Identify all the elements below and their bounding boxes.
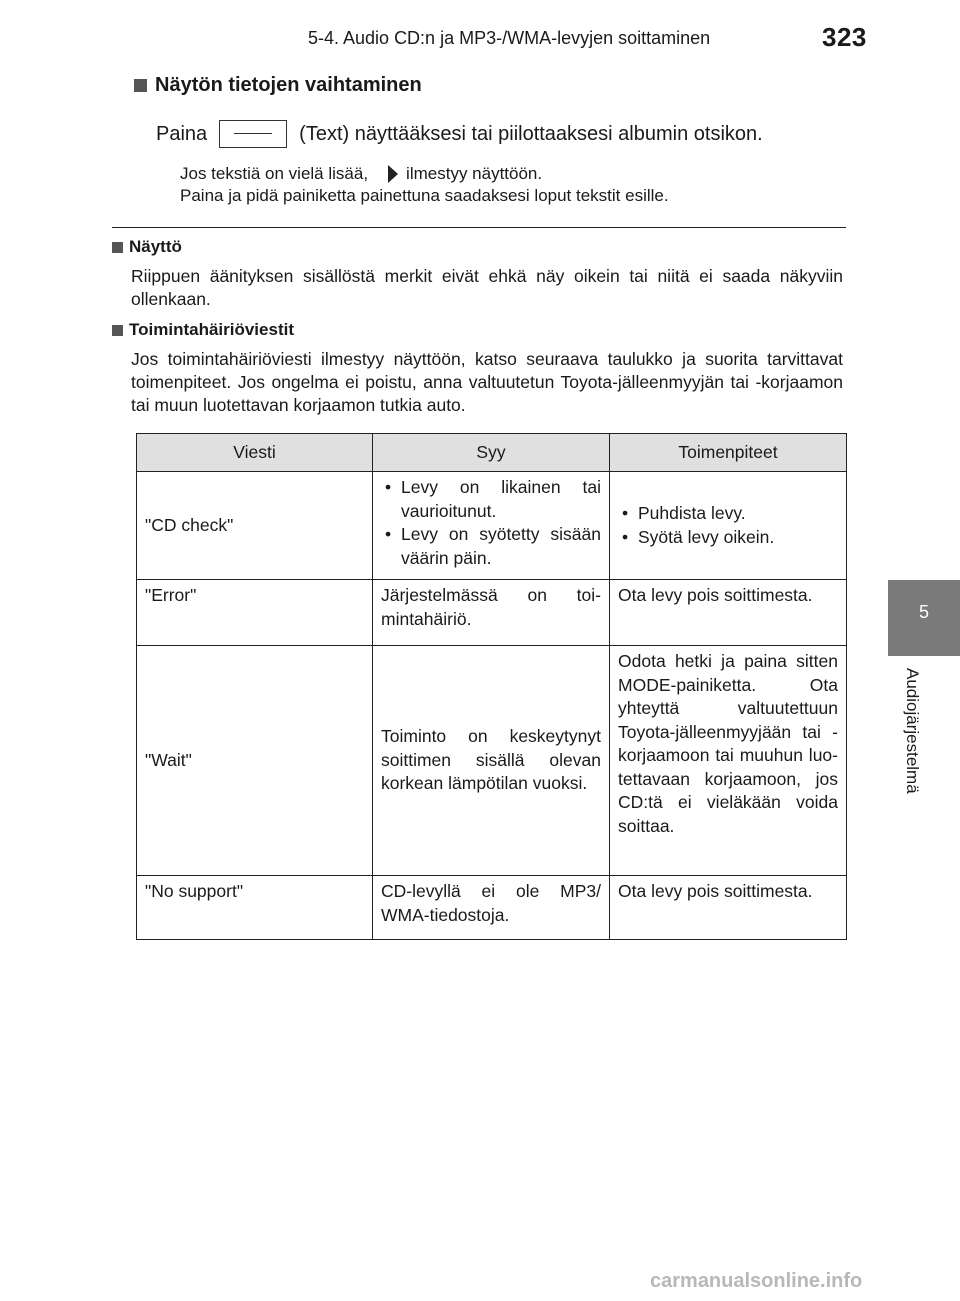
press-rest: (Text) näyttääksesi tai piilottaaksesi albumin otsikon. bbox=[299, 122, 763, 145]
section-title: 5-4. Audio CD:n ja MP3-/WMA-levyjen soittaminen bbox=[308, 28, 711, 48]
display-heading-text: Näyttö bbox=[129, 237, 182, 256]
display-change-heading-text: Näytön tietojen vaihtaminen bbox=[155, 74, 422, 96]
table-row bbox=[137, 646, 847, 876]
error-message-table bbox=[136, 433, 847, 940]
chapter-number: 5 bbox=[918, 602, 929, 622]
cause-list bbox=[381, 476, 601, 570]
action-cell: Odota hetki ja paina sitten MODE-painiketta. Ota yhteyttä valtuutettuun Toyota-jälleenmyyjään tai -korjaamoon tai muuhun luotettavaan korjaamoon, jos CD:tä ei vieläkään voida soittaa. bbox=[610, 646, 847, 876]
chapter-label: Audiojärjestelmä bbox=[903, 668, 922, 794]
list-item: • Puhdista levy. bbox=[618, 502, 838, 526]
note-after-icon: ilmestyy näyttöön. bbox=[406, 164, 543, 183]
message-cell: "No support" bbox=[137, 876, 373, 940]
section-divider bbox=[112, 227, 846, 228]
action-cell: Ota levy pois soittimesta. bbox=[610, 580, 847, 646]
press-hold-note: Paina ja pidä painiketta painettuna saadaksesi loput tekstit esille. bbox=[180, 186, 669, 205]
error-messages-heading-text: Toimintahäiriöviestit bbox=[129, 320, 294, 339]
cause-cell: Toiminto on keskeytynyt soittimen sisällä olevan korkean lämpötilan vuoksi. bbox=[373, 646, 610, 876]
cause-cell: Järjestelmässä on toimintahäiriö. bbox=[373, 580, 610, 646]
display-change-heading bbox=[134, 74, 422, 97]
list-item: • Levy on syötetty sisään väärin päin. bbox=[381, 523, 601, 570]
error-messages-text: Jos toimintahäiriöviesti ilmestyy näyttöön, katso seuraava taulukko ja suorita tarvittavat toimenpiteet. Jos ongelma ei poistu, anna valtuutetun Toyota-jälleenmyyjän tai -korjaamon tai muun luotettavan korjaamon tutkia auto. bbox=[131, 349, 843, 415]
header-message: Viesti bbox=[137, 434, 373, 472]
message-cell: "CD check" bbox=[137, 472, 373, 580]
cause-cell bbox=[373, 472, 610, 580]
more-text-note bbox=[180, 164, 542, 184]
message-cell: "Error" bbox=[137, 580, 373, 646]
message-cell: "Wait" bbox=[137, 646, 373, 876]
text-button-icon bbox=[219, 120, 287, 148]
square-bullet-icon bbox=[134, 79, 147, 92]
note-before-icon: Jos tekstiä on vielä lisää, bbox=[180, 164, 369, 183]
list-item: • Syötä levy oikein. bbox=[618, 526, 838, 550]
display-heading bbox=[112, 237, 182, 257]
header-action: Toimenpiteet bbox=[610, 434, 847, 472]
square-bullet-icon bbox=[112, 325, 123, 336]
table-row bbox=[137, 580, 847, 646]
cause-cell: CD-levyllä ei ole MP3/ WMA-tiedostoja. bbox=[373, 876, 610, 940]
display-text: Riippuen äänityksen sisällöstä merkit eivät ehkä näy oikein tai niitä ei saada näkyviin ollenkaan. bbox=[131, 266, 843, 309]
watermark: carmanualsonline.info bbox=[650, 1270, 863, 1292]
table-row bbox=[137, 472, 847, 580]
press-text-instruction bbox=[156, 120, 763, 148]
chapter-tab bbox=[888, 580, 960, 656]
table-row bbox=[137, 876, 847, 940]
page-number: 323 bbox=[822, 22, 867, 52]
press-word: Paina bbox=[156, 122, 208, 145]
action-list bbox=[618, 502, 838, 549]
square-bullet-icon bbox=[112, 242, 123, 253]
header-cause: Syy bbox=[373, 434, 610, 472]
error-messages-heading bbox=[112, 320, 294, 340]
action-cell: Ota levy pois soittimesta. bbox=[610, 876, 847, 940]
action-cell bbox=[610, 472, 847, 580]
arrow-right-icon bbox=[388, 165, 398, 183]
table-header-row bbox=[137, 434, 847, 472]
list-item: • Levy on likainen tai vaurioitunut. bbox=[381, 476, 601, 523]
